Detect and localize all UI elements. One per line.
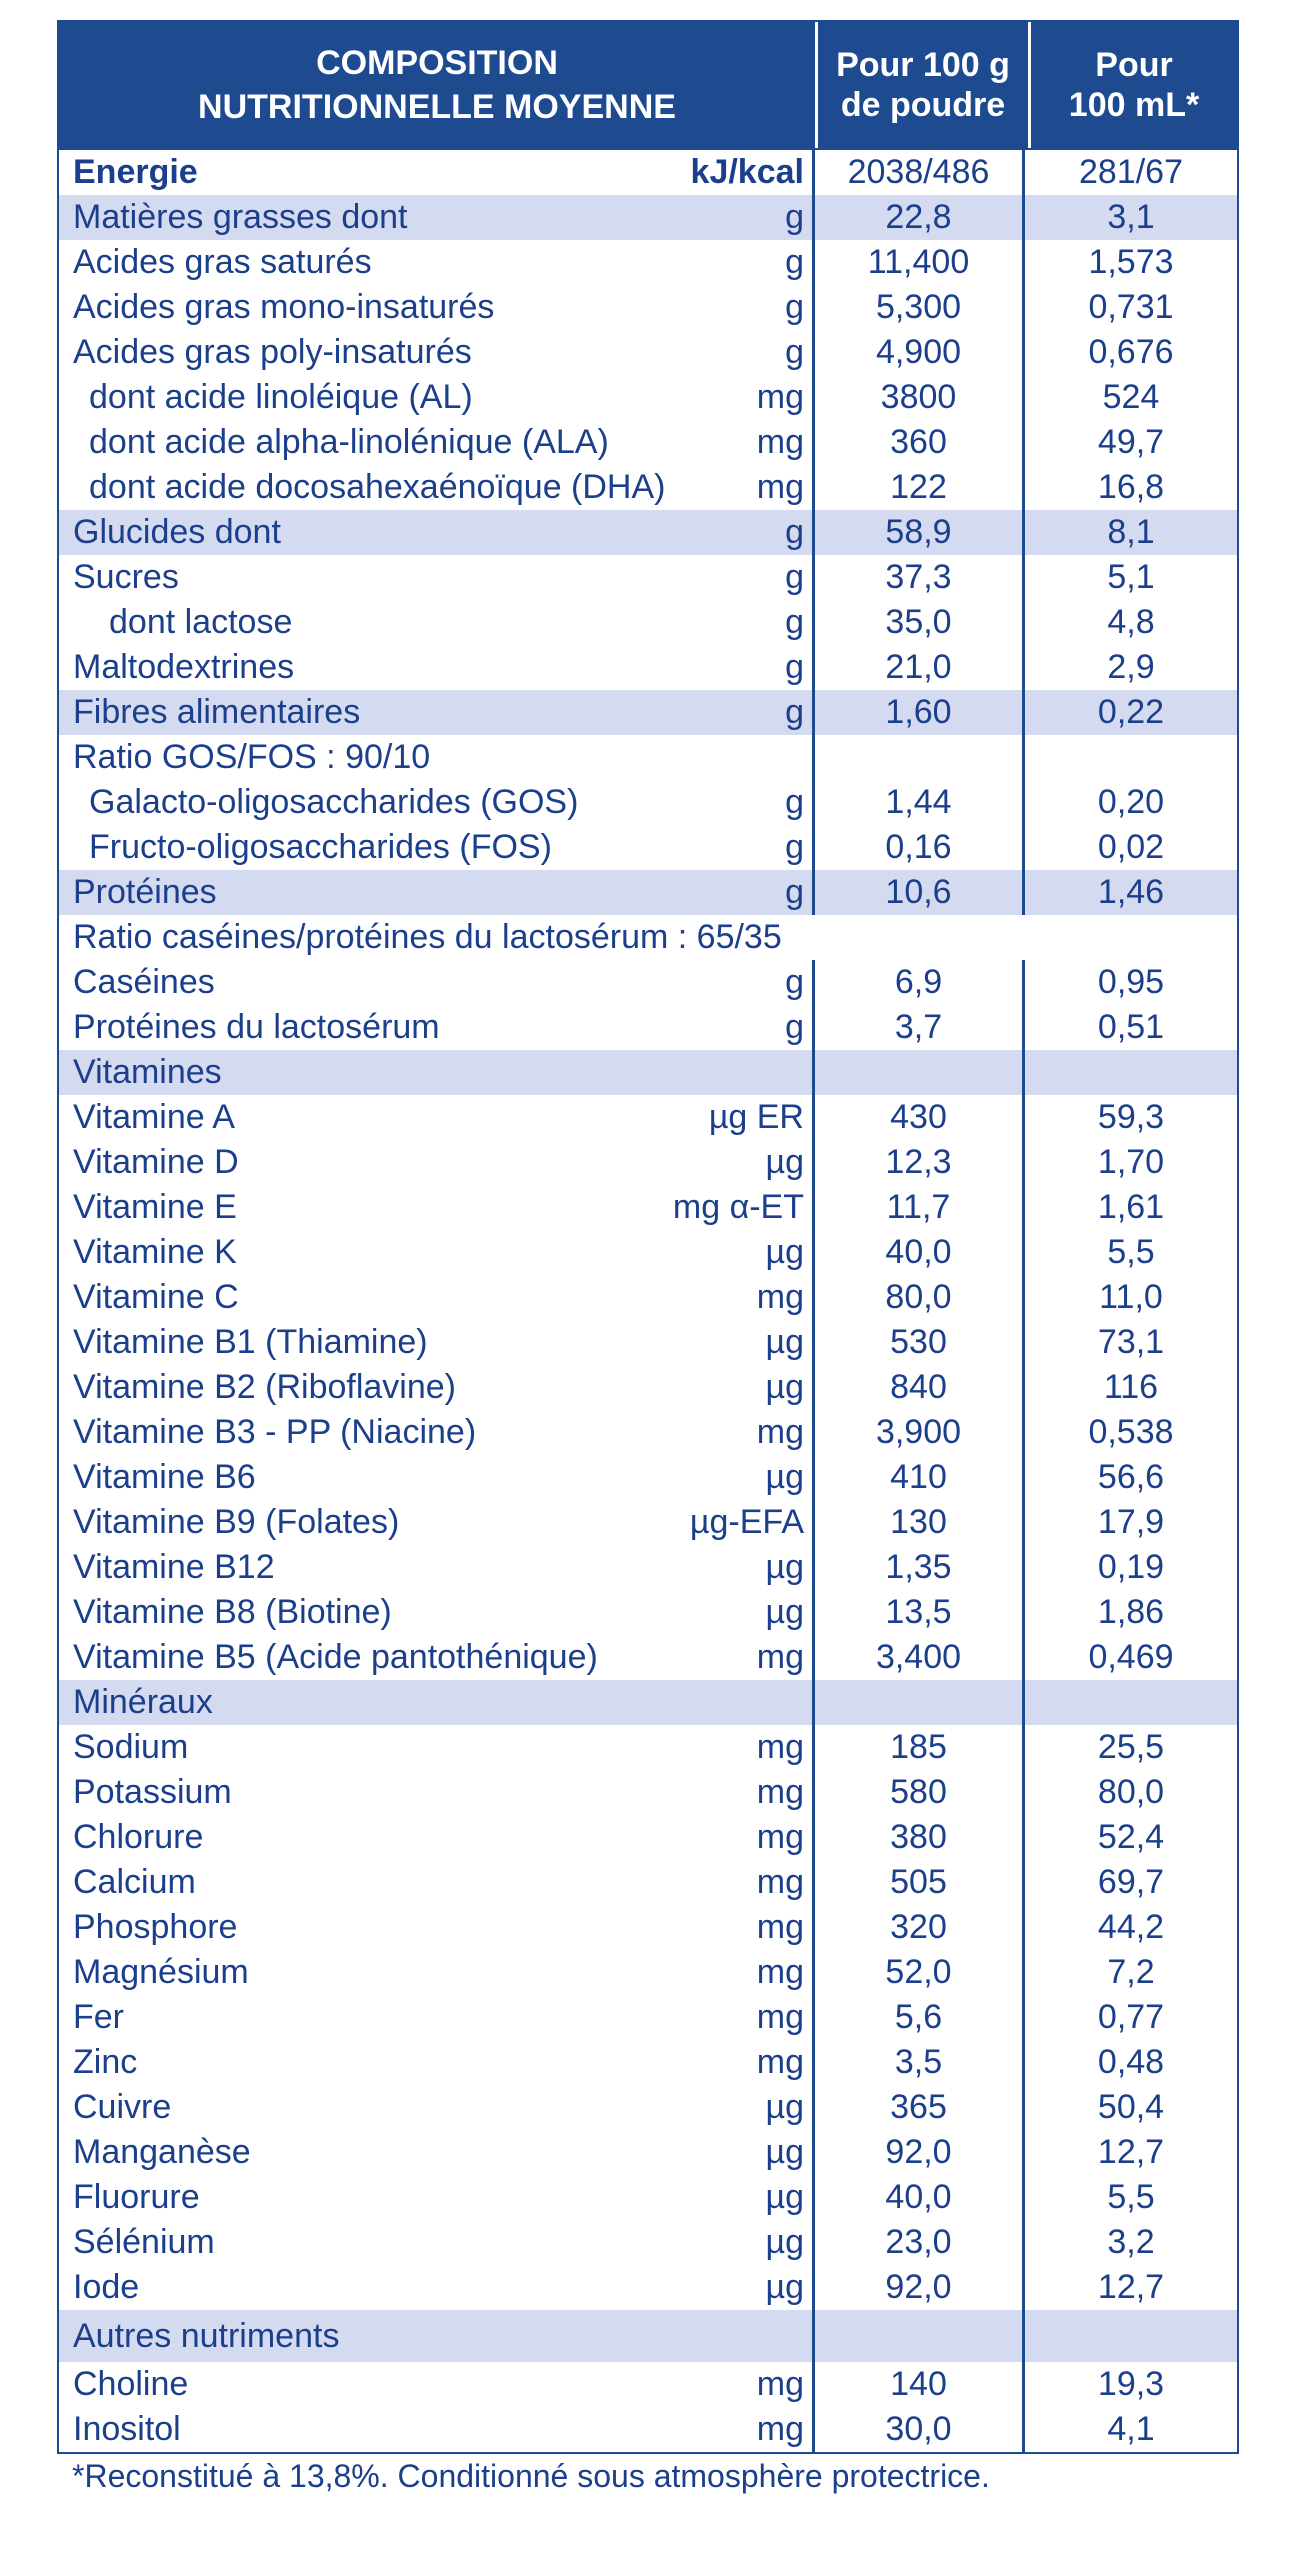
row-unit: mg <box>719 2362 815 2407</box>
row-unit: µg ER <box>719 1095 815 1140</box>
table-row <box>59 1950 1237 1995</box>
row-name: Glucides dont <box>73 513 281 551</box>
row-value-100ml: 19,3 <box>1097 2365 1165 2403</box>
row-name: Chlorure <box>73 1818 204 1856</box>
row-value-100g: 22,8 <box>815 195 1025 240</box>
row-value-100g: 140 <box>815 2362 1025 2407</box>
row-unit: mg <box>719 2407 815 2452</box>
row-name: Vitamine B6 <box>73 1458 256 1496</box>
table-row <box>59 1770 1237 1815</box>
row-value-100g: 3,900 <box>815 1410 1025 1455</box>
row-unit: g <box>719 240 815 285</box>
table-row <box>59 420 1237 465</box>
row-value-100g: 5,6 <box>815 1995 1025 2040</box>
row-name: Maltodextrines <box>73 648 295 686</box>
row-value-100ml <box>1025 735 1237 780</box>
row-value-100g: 530 <box>815 1320 1025 1365</box>
table-row <box>59 1230 1237 1275</box>
row-value-100g: 1,60 <box>815 690 1025 735</box>
row-name: Calcium <box>73 1863 196 1901</box>
row-name: Protéines du lactosérum <box>73 1008 440 1046</box>
row-value-100g: 6,9 <box>815 960 1025 1005</box>
row-name: dont acide alpha-linolénique (ALA) <box>89 423 609 461</box>
table-row <box>59 1680 1237 1725</box>
row-name: Vitamine B12 <box>73 1548 275 1586</box>
row-name: Autres nutriments <box>73 2316 340 2355</box>
row-value-100ml: 44,2 <box>1097 1908 1165 1946</box>
row-value-100ml: 0,22 <box>1097 693 1165 731</box>
row-name: Vitamine B9 (Folates) <box>73 1503 400 1541</box>
row-value-100ml: 0,95 <box>1097 963 1165 1001</box>
row-name: Galacto-oligosaccharides (GOS) <box>89 783 579 821</box>
header-col-100g <box>818 22 1031 148</box>
table-row <box>59 1725 1237 1770</box>
table-row <box>59 735 1237 780</box>
row-value-100g: 1,35 <box>815 1545 1025 1590</box>
row-value-100ml: 73,1 <box>1097 1323 1165 1361</box>
table-header <box>57 20 1239 150</box>
row-name: Phosphore <box>73 1908 238 1946</box>
table-row <box>59 2040 1237 2085</box>
row-value-100ml: 0,51 <box>1097 1008 1165 1046</box>
table-row <box>59 375 1237 420</box>
row-name: dont lactose <box>109 603 293 641</box>
row-name: Vitamine D <box>73 1143 239 1181</box>
table-row <box>59 960 1237 1005</box>
table-row <box>59 1005 1237 1050</box>
row-unit: mg <box>719 1860 815 1905</box>
row-value-100g: 3,400 <box>815 1635 1025 1680</box>
table-row <box>59 1995 1237 2040</box>
table-row <box>59 2220 1237 2265</box>
row-value-100g: 10,6 <box>815 870 1025 915</box>
table-body <box>57 150 1239 2454</box>
row-value-100g: 840 <box>815 1365 1025 1410</box>
row-unit: mg <box>719 1635 815 1680</box>
row-name: Vitamine B3 - PP (Niacine) <box>73 1413 477 1451</box>
table-row <box>59 1095 1237 1140</box>
row-unit: mg <box>719 375 815 420</box>
row-value-100ml: 0,731 <box>1088 288 1174 326</box>
table-row <box>59 2362 1237 2407</box>
row-name: Vitamine E <box>73 1188 237 1226</box>
row-value-100g: 580 <box>815 1770 1025 1815</box>
table-row <box>59 195 1237 240</box>
header-title <box>59 22 818 148</box>
row-name: Vitamine K <box>73 1233 237 1271</box>
row-value-100g: 11,400 <box>815 240 1025 285</box>
row-name: Caséines <box>73 963 215 1001</box>
table-row <box>59 330 1237 375</box>
row-name: Matières grasses dont <box>73 198 408 236</box>
row-unit: µg <box>719 1230 815 1275</box>
row-value-100g: 2038/486 <box>815 150 1025 195</box>
table-row <box>59 1185 1237 1230</box>
row-unit: g <box>719 600 815 645</box>
row-value-100ml: 1,61 <box>1097 1188 1165 1226</box>
row-value-100g: 12,3 <box>815 1140 1025 1185</box>
row-value-100ml: 52,4 <box>1097 1818 1165 1856</box>
row-unit: g <box>719 645 815 690</box>
row-name: Potassium <box>73 1773 232 1811</box>
row-name: Sélénium <box>73 2223 215 2261</box>
row-unit: µg <box>719 2085 815 2130</box>
row-name: Choline <box>73 2365 189 2403</box>
row-value-100ml: 1,86 <box>1097 1593 1165 1631</box>
row-unit: g <box>719 870 815 915</box>
row-value-100g: 13,5 <box>815 1590 1025 1635</box>
row-value-100ml: 0,77 <box>1097 1998 1165 2036</box>
header-col2-line1: Pour <box>1095 46 1173 84</box>
row-name: Vitamine A <box>73 1098 235 1136</box>
row-value-100ml: 0,48 <box>1097 2043 1165 2081</box>
row-value-100g: 37,3 <box>815 555 1025 600</box>
nutrition-table <box>57 20 1239 2454</box>
row-unit <box>719 735 815 780</box>
row-value-100ml: 11,0 <box>1099 1278 1163 1316</box>
row-value-100ml: 8,1 <box>1107 513 1155 551</box>
table-row <box>59 1275 1237 1320</box>
row-value-100g: 21,0 <box>815 645 1025 690</box>
row-name: Acides gras poly-insaturés <box>73 333 472 371</box>
table-row <box>59 2175 1237 2220</box>
table-row <box>59 2310 1237 2362</box>
table-row <box>59 1050 1237 1095</box>
row-value-100ml: 281/67 <box>1079 153 1183 191</box>
row-unit: mg <box>719 1725 815 1770</box>
row-value-100g: 122 <box>815 465 1025 510</box>
row-unit: µg <box>719 1140 815 1185</box>
row-name: Zinc <box>73 2043 138 2081</box>
row-name: Iode <box>73 2268 140 2306</box>
row-value-100ml: 59,3 <box>1097 1098 1165 1136</box>
row-value-100ml: 17,9 <box>1097 1503 1165 1541</box>
row-unit: µg <box>719 2130 815 2175</box>
row-name: Energie <box>73 153 198 191</box>
row-value-100ml: 4,1 <box>1107 2410 1155 2448</box>
row-value-100ml: 1,70 <box>1097 1143 1165 1181</box>
header-title-line2: NUTRITIONNELLE MOYENNE <box>198 88 676 126</box>
row-name: Acides gras saturés <box>73 243 372 281</box>
row-name: Vitamine B8 (Biotine) <box>73 1593 392 1631</box>
row-name: Vitamine B5 (Acide pantothénique) <box>73 1638 598 1676</box>
row-value-100g: 4,900 <box>815 330 1025 375</box>
header-col1-line2: de poudre <box>840 86 1006 124</box>
row-unit: g <box>719 780 815 825</box>
table-row <box>59 690 1237 735</box>
row-unit: g <box>719 825 815 870</box>
row-value-100g: 505 <box>815 1860 1025 1905</box>
table-row <box>59 2265 1237 2310</box>
row-unit: mg <box>719 2040 815 2085</box>
row-name: Protéines <box>73 873 217 911</box>
row-value-100g: 1,44 <box>815 780 1025 825</box>
row-unit: µg <box>719 2265 815 2310</box>
row-value-100ml: 12,7 <box>1097 2268 1165 2306</box>
row-value-100g: 30,0 <box>815 2407 1025 2452</box>
row-value-100ml: 3,1 <box>1107 198 1155 236</box>
row-unit: mg <box>719 420 815 465</box>
row-unit: µg <box>719 2220 815 2265</box>
row-value-100ml: 69,7 <box>1097 1863 1165 1901</box>
table-row <box>59 1815 1237 1860</box>
row-value-100g <box>815 735 1025 780</box>
row-name: Minéraux <box>73 1683 213 1721</box>
table-row <box>59 2085 1237 2130</box>
row-value-100g <box>815 1680 1025 1725</box>
row-value-100g: 3,7 <box>815 1005 1025 1050</box>
row-unit: µg <box>719 1455 815 1500</box>
row-unit <box>719 1680 815 1725</box>
table-row <box>59 1140 1237 1185</box>
row-name: Inositol <box>73 2410 181 2448</box>
row-name: Acides gras mono-insaturés <box>73 288 495 326</box>
table-row <box>59 825 1237 870</box>
row-value-100g: 360 <box>815 420 1025 465</box>
row-unit: mg <box>719 1905 815 1950</box>
row-unit: g <box>719 690 815 735</box>
row-value-100g: 3800 <box>815 375 1025 420</box>
row-value-100ml <box>1025 1680 1237 1725</box>
row-value-100ml: 50,4 <box>1097 2088 1165 2126</box>
row-value-100g: 35,0 <box>815 600 1025 645</box>
row-name: Magnésium <box>73 1953 249 1991</box>
row-unit: g <box>719 510 815 555</box>
row-value-100ml: 0,20 <box>1097 783 1165 821</box>
row-unit: µg <box>719 1545 815 1590</box>
row-unit: kJ/kcal <box>719 150 815 195</box>
row-name: Fructo-oligosaccharides (FOS) <box>89 828 552 866</box>
table-row <box>59 1905 1237 1950</box>
row-unit: g <box>719 1005 815 1050</box>
row-value-100g: 0,16 <box>815 825 1025 870</box>
header-col2-line2: 100 mL* <box>1068 86 1200 124</box>
row-name: dont acide linoléique (AL) <box>89 378 473 416</box>
table-row <box>59 915 1237 960</box>
row-value-100ml: 3,2 <box>1107 2223 1155 2261</box>
row-value-100ml: 0,538 <box>1088 1413 1174 1451</box>
row-unit: µg <box>719 2175 815 2220</box>
row-unit: mg <box>719 1770 815 1815</box>
row-name: Vitamines <box>73 1053 222 1091</box>
row-value-100ml: 7,2 <box>1107 1953 1155 1991</box>
row-value-100g <box>815 1050 1025 1095</box>
table-row <box>59 555 1237 600</box>
table-row <box>59 1635 1237 1680</box>
row-name: Fibres alimentaires <box>73 693 361 731</box>
row-value-100g: 80,0 <box>815 1275 1025 1320</box>
row-unit: mg <box>719 1410 815 1455</box>
row-name: Fer <box>73 1998 124 2036</box>
header-title-line1: COMPOSITION <box>316 44 558 82</box>
row-value-100g <box>815 2310 1025 2362</box>
row-value-100g: 5,300 <box>815 285 1025 330</box>
row-value-100g: 92,0 <box>815 2130 1025 2175</box>
table-row <box>59 1410 1237 1455</box>
row-value-100ml: 116 <box>1103 1368 1159 1406</box>
row-name: Vitamine B2 (Riboflavine) <box>73 1368 456 1406</box>
table-row <box>59 600 1237 645</box>
row-value-100ml <box>1025 1050 1237 1095</box>
row-name: Ratio GOS/FOS : 90/10 <box>73 738 431 776</box>
row-value-100g: 185 <box>815 1725 1025 1770</box>
row-name: Ratio caséines/protéines du lactosérum : 65/35 <box>73 918 782 956</box>
row-value-100ml: 49,7 <box>1097 423 1165 461</box>
table-row <box>59 1860 1237 1905</box>
header-col-100ml <box>1031 22 1237 148</box>
row-value-100ml <box>1025 2310 1237 2362</box>
table-row <box>59 645 1237 690</box>
row-name: Cuivre <box>73 2088 172 2126</box>
row-unit: µg <box>719 1590 815 1635</box>
table-row <box>59 870 1237 915</box>
table-row <box>59 510 1237 555</box>
row-value-100g: 130 <box>815 1500 1025 1545</box>
table-row <box>59 2407 1237 2452</box>
row-name: Vitamine B1 (Thiamine) <box>73 1323 428 1361</box>
row-unit: mg <box>719 1275 815 1320</box>
row-value-100ml: 16,8 <box>1097 468 1165 506</box>
row-value-100ml: 80,0 <box>1097 1773 1165 1811</box>
row-value-100ml: 4,8 <box>1107 603 1155 641</box>
row-value-100ml: 56,6 <box>1097 1458 1165 1496</box>
row-unit: µg <box>719 1320 815 1365</box>
table-row <box>59 1545 1237 1590</box>
row-unit: g <box>719 555 815 600</box>
row-value-100ml: 1,573 <box>1088 243 1174 281</box>
row-name: Sodium <box>73 1728 189 1766</box>
row-value-100g: 380 <box>815 1815 1025 1860</box>
row-value-100g: 40,0 <box>815 2175 1025 2220</box>
row-value-100ml: 5,5 <box>1107 2178 1155 2216</box>
row-value-100g: 3,5 <box>815 2040 1025 2085</box>
row-value-100ml: 12,7 <box>1097 2133 1165 2171</box>
row-name: dont acide docosahexaénoïque (DHA) <box>89 468 666 506</box>
row-value-100ml: 0,02 <box>1097 828 1165 866</box>
row-unit: g <box>719 285 815 330</box>
row-name: Fluorure <box>73 2178 200 2216</box>
row-value-100g: 430 <box>815 1095 1025 1140</box>
row-value-100g: 410 <box>815 1455 1025 1500</box>
table-row <box>59 465 1237 510</box>
row-value-100g: 11,7 <box>815 1185 1025 1230</box>
table-row <box>59 285 1237 330</box>
table-row <box>59 780 1237 825</box>
table-row <box>59 1365 1237 1410</box>
row-name: Manganèse <box>73 2133 251 2171</box>
table-row <box>59 1590 1237 1635</box>
table-row <box>59 1500 1237 1545</box>
row-unit: µg-EFA <box>719 1500 815 1545</box>
row-value-100ml: 0,676 <box>1088 333 1174 371</box>
row-unit: g <box>719 960 815 1005</box>
row-value-100g: 40,0 <box>815 1230 1025 1275</box>
row-value-100g: 58,9 <box>815 510 1025 555</box>
row-unit: mg <box>719 465 815 510</box>
row-unit <box>719 1050 815 1095</box>
table-row <box>59 2130 1237 2175</box>
row-value-100ml: 0,19 <box>1097 1548 1165 1586</box>
row-unit: mg <box>719 1950 815 1995</box>
row-unit <box>719 2310 815 2362</box>
row-value-100ml: 25,5 <box>1097 1728 1165 1766</box>
row-value-100g: 365 <box>815 2085 1025 2130</box>
table-row <box>59 1455 1237 1500</box>
row-value-100g: 52,0 <box>815 1950 1025 1995</box>
table-row <box>59 1320 1237 1365</box>
header-col1-line1: Pour 100 g <box>836 46 1010 84</box>
row-unit: µg <box>719 1365 815 1410</box>
table-row <box>59 150 1237 195</box>
row-unit: g <box>719 330 815 375</box>
row-value-100ml: 0,469 <box>1088 1638 1174 1676</box>
row-name: Vitamine C <box>73 1278 239 1316</box>
row-value-100g: 320 <box>815 1905 1025 1950</box>
row-value-100g: 92,0 <box>815 2265 1025 2310</box>
table-row <box>59 240 1237 285</box>
row-unit: mg <box>719 1815 815 1860</box>
row-name: Sucres <box>73 558 179 596</box>
row-value-100ml: 1,46 <box>1097 873 1165 911</box>
row-value-100ml: 524 <box>1102 378 1160 416</box>
row-unit: mg <box>719 1995 815 2040</box>
row-unit: g <box>719 195 815 240</box>
row-value-100ml: 5,5 <box>1107 1233 1155 1271</box>
row-value-100g: 23,0 <box>815 2220 1025 2265</box>
row-value-100ml: 5,1 <box>1107 558 1155 596</box>
row-unit: mg α-ET <box>719 1185 815 1230</box>
footnote: *Reconstitué à 13,8%. Conditionné sous atmosphère protectrice. <box>72 2458 990 2494</box>
row-value-100ml: 2,9 <box>1107 648 1155 686</box>
